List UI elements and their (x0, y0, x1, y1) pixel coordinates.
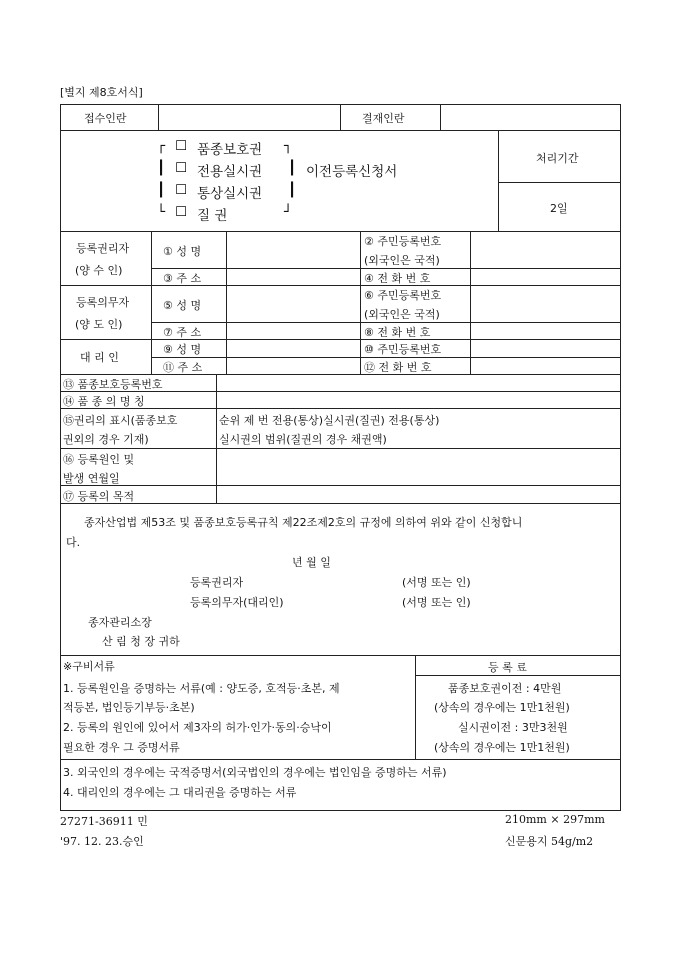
holder-address-field[interactable] (228, 269, 359, 284)
processing-period-value: 2일 (550, 202, 568, 215)
document-item-1: 1. 등록원인을 증명하는 서류(예 : 양도증, 호적등·초본, 제 (63, 682, 340, 695)
agent-phone-field[interactable] (472, 358, 619, 373)
bracket-bottom-left: └ (157, 204, 166, 220)
fee-license-transfer: 실시권이전 : 3만3천원 (458, 721, 568, 734)
obligor-phone-label: ⑧ 전 화 번 호 (364, 326, 431, 339)
holder-id-sublabel: (외국인은 국적) (364, 254, 440, 267)
option-checkbox[interactable]: ☐ (175, 160, 188, 176)
document-item-2-cont: 필요한 경우 그 증명서류 (63, 741, 180, 754)
bracket-mid-left: ┃ (157, 182, 166, 198)
right-description-text: 순위 제 번 전용(통상)실시권(질권) 전용(통상) (219, 414, 440, 427)
holder-id-label: ② 주민등록번호 (364, 235, 442, 248)
holder-address-label: ③ 주 소 (163, 272, 202, 285)
registration-purpose-label: ⑰ 등록의 목적 (63, 490, 135, 503)
bracket-mid-left: ┃ (157, 160, 166, 176)
variety-name-label: ⑭ 품 종 의 명 칭 (63, 395, 145, 408)
obligor-name-label: ⑤ 성 명 (163, 299, 202, 312)
holder-name-label: ① 성 명 (163, 245, 202, 258)
option-checkbox[interactable]: ☐ (175, 204, 188, 220)
holder-signature-field[interactable]: (서명 또는 인) (402, 576, 471, 589)
approval-stamp-label: 결재인란 (362, 112, 405, 125)
approval-date: '97. 12. 23.승인 (60, 835, 144, 848)
bracket-top-right: ┐ (284, 138, 293, 154)
declaration-text: 종자산업법 제53조 및 품종보호등록규칙 제22조제2호의 규정에 의하여 위와 같이 신청합니 (84, 516, 523, 529)
agent-id-label: ⑩ 주민등록번호 (364, 343, 442, 356)
holder-label: 등록권리자 (76, 242, 130, 255)
registration-purpose-field[interactable] (218, 486, 619, 502)
document-item-1-cont: 적등본, 법인등기부등·초본) (63, 701, 195, 714)
document-item-2: 2. 등록의 원인에 있어서 제3자의 허가·인가·동의·승낙이 (63, 721, 332, 734)
obligor-id-label: ⑥ 주민등록번호 (364, 289, 442, 302)
processing-period-label: 처리기간 (536, 152, 579, 165)
obligor-signature-field[interactable]: (서명 또는 인) (402, 596, 471, 609)
obligor-address-label: ⑦ 주 소 (163, 326, 202, 339)
option-exclusive-license: 전용실시권 (197, 164, 263, 180)
bracket-top-left: ┌ (157, 138, 166, 154)
recipient-2: 산 림 청 장 귀하 (102, 635, 180, 648)
agent-name-field[interactable] (228, 340, 359, 356)
receipt-stamp-field[interactable] (160, 105, 339, 129)
fee-inheritance-note: (상속의 경우에는 1만1천원) (434, 741, 570, 754)
holder-phone-label: ④ 전 화 번 호 (364, 272, 431, 285)
right-description-label: ⑮권리의 표시(품종보호 (63, 414, 178, 427)
agent-id-field[interactable] (472, 340, 619, 356)
paper-size: 210mm × 297mm (505, 813, 605, 826)
form-number-label: [별지 제8호서식] (60, 86, 143, 99)
bracket-bottom-right: ┘ (284, 204, 293, 220)
obligor-id-field[interactable] (472, 286, 619, 321)
holder-phone-field[interactable] (472, 269, 619, 284)
document-item-3: 3. 외국인의 경우에는 국적증명서(외국법인의 경우에는 법인임을 증명하는 서류) (63, 766, 447, 779)
declaration-text-end: 다. (66, 536, 81, 549)
recipient-1: 종자관리소장 (88, 616, 152, 629)
title-suffix: 이전등록신청서 (306, 164, 398, 180)
form-code: 27271-36911 민 (60, 815, 148, 828)
agent-address-label: ⑪ 주 소 (163, 361, 203, 374)
option-pledge: 질 권 (197, 208, 228, 224)
obligor-phone-field[interactable] (472, 323, 619, 338)
obligor-signature-label: 등록의무자(대리인) (190, 596, 284, 609)
option-variety-protection: 품종보호권 (197, 142, 263, 158)
right-scope-text: 실시권의 범위(질권의 경우 채권액) (219, 433, 387, 446)
registration-cause-label: ⑯ 등록원인 및 (63, 453, 135, 466)
required-documents-title: ※구비서류 (63, 660, 115, 673)
holder-name-field[interactable] (228, 232, 359, 267)
variety-name-field[interactable] (218, 392, 619, 407)
fee-variety-transfer: 품종보호권이전 : 4만원 (448, 682, 562, 695)
agent-name-label: ⑨ 성 명 (163, 343, 202, 356)
option-checkbox[interactable]: ☐ (175, 182, 188, 198)
declaration-date: 년 월 일 (292, 556, 331, 569)
receipt-stamp-label: 접수인란 (84, 112, 127, 125)
fee-inheritance-note: (상속의 경우에는 1만1천원) (434, 701, 570, 714)
registration-cause-sublabel: 발생 연월일 (63, 472, 120, 485)
option-checkbox[interactable]: ☐ (175, 138, 188, 154)
holder-sublabel: (양 수 인) (75, 264, 123, 277)
fee-title: 등 록 료 (488, 661, 527, 674)
registration-number-field[interactable] (218, 375, 619, 390)
document-item-4: 4. 대리인의 경우에는 그 대리권을 증명하는 서류 (63, 786, 297, 799)
agent-address-field[interactable] (228, 358, 359, 373)
obligor-label: 등록의무자 (76, 296, 130, 309)
registration-cause-field[interactable] (218, 449, 619, 484)
obligor-address-field[interactable] (228, 323, 359, 338)
right-description-sublabel: 권외의 경우 기재) (63, 433, 149, 446)
obligor-sublabel: (양 도 인) (75, 318, 123, 331)
registration-number-label: ⑬ 품종보호등록번호 (63, 378, 163, 391)
bracket-mid-right: ┃ (288, 160, 297, 176)
paper-type: 신문용지 54g/m2 (505, 835, 594, 848)
holder-signature-label: 등록권리자 (190, 576, 244, 589)
bracket-mid-right: ┃ (288, 182, 297, 198)
obligor-id-sublabel: (외국인은 국적) (364, 308, 440, 321)
agent-phone-label: ⑫ 전 화 번 호 (364, 361, 432, 374)
obligor-name-field[interactable] (228, 286, 359, 321)
option-ordinary-license: 통상실시권 (197, 186, 263, 202)
holder-id-field[interactable] (472, 232, 619, 267)
approval-stamp-field[interactable] (442, 105, 619, 129)
agent-label: 대 리 인 (80, 351, 119, 364)
